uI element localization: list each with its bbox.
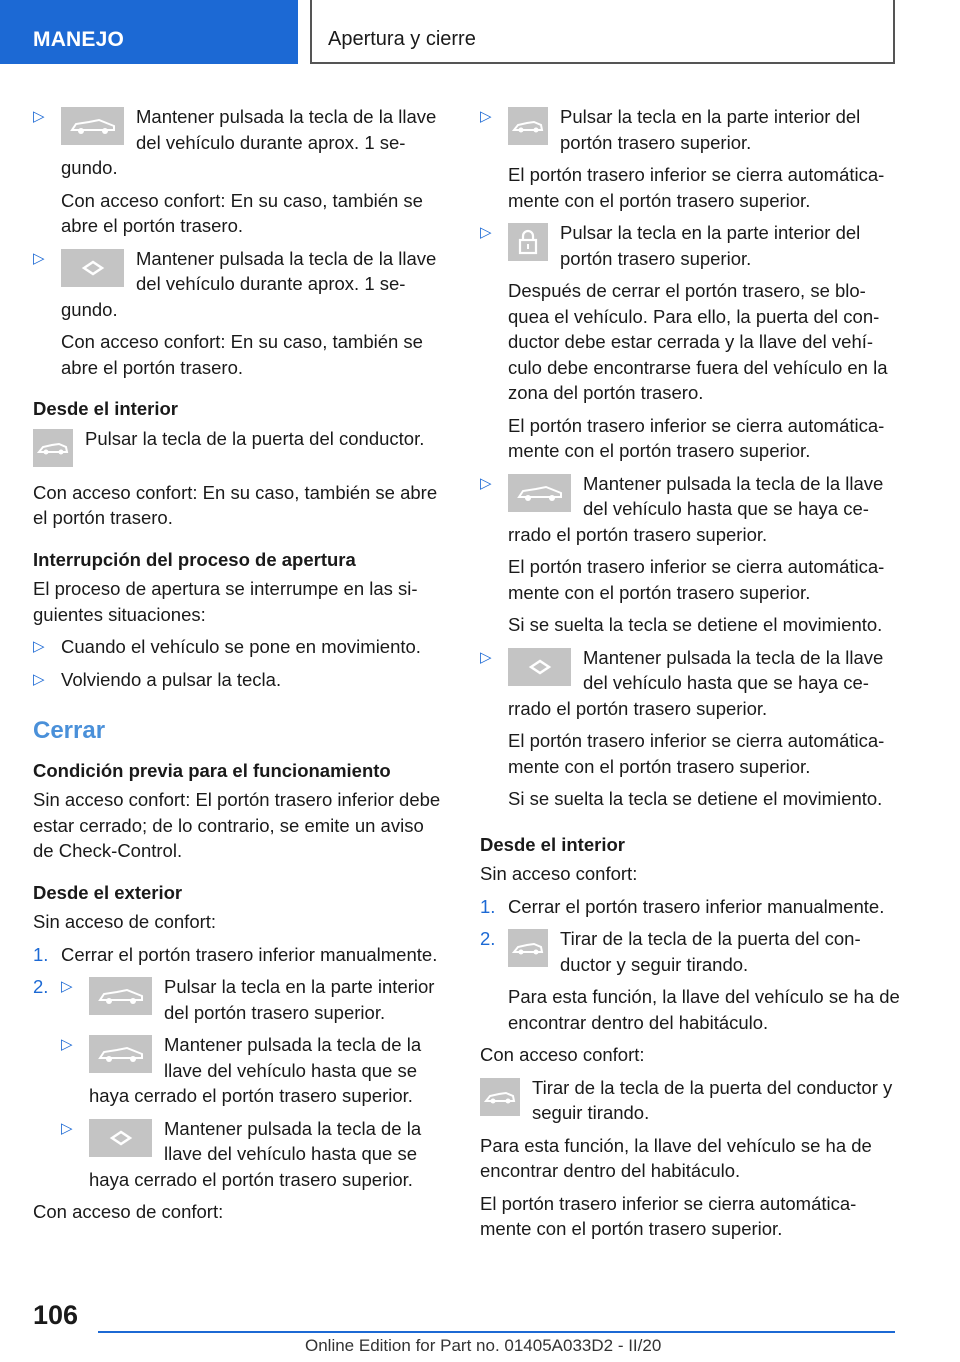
paragraph: Con acceso de confort: [33,1201,224,1222]
door-button-icon [480,1078,520,1116]
list-item-text: Mantener pulsada la tecla de la llave del vehículo hasta que se haya ce‐rrado el portón trasero superior. [508,646,884,719]
step-number: 1. [480,895,496,917]
paragraph: El portón trasero inferior se cierra automática‐mente con el portón trasero superior. [508,414,885,461]
step-text: Cerrar el portón trasero inferior manualmente. [61,943,438,965]
list-item-text: Mantener pulsada la tecla de la llave del vehículo hasta que se haya ce‐rrado el portón trasero superior. [508,472,884,545]
list-item-text: Pulsar la tecla en la parte interior del portón trasero superior. [560,106,861,153]
paragraph: Para esta función, la llave del vehículo se ha de encontrar dentro del habitáculo. [508,986,900,1033]
icon-paragraph [480,1075,900,1126]
car-key-tailgate-icon [89,977,152,1015]
car-key-tailgate-icon [61,107,124,145]
step-number: 2. [33,976,49,997]
list-item-text: Mantener pulsada la tecla de la llave del vehículo durante aprox. 1 se‐gundo. [61,106,437,178]
list-item-text: Cuando el vehículo se pone en movimiento. [61,636,421,657]
car-key-tailgate-icon [508,474,571,512]
paragraph: El portón trasero inferior se cierra automática‐mente con el portón trasero superior. [480,1192,857,1239]
numbered-step [480,894,900,920]
paragraph: Con acceso confort: [480,1044,645,1065]
list-item [33,246,448,323]
list-item [480,104,900,155]
bullet-marker: ▷ [61,1036,73,1053]
section-tab [0,0,298,64]
bullet-marker: ▷ [480,648,492,666]
bullet-marker: ▷ [61,1119,73,1137]
car-key-tailgate-icon [508,107,548,145]
section-label: MANEJO [33,28,125,51]
section-heading: Cerrar [33,717,106,744]
paragraph: El proceso de apertura se interrumpe en las si‐guientes situaciones: [33,578,418,625]
numbered-step [33,974,448,1192]
left-column [33,104,448,1232]
bullet-marker: ▷ [480,108,492,125]
list-item-text: Pulsar la tecla en la parte interior del portón trasero superior. [560,222,861,269]
footer-divider [98,1331,895,1333]
paragraph: Si se suelta la tecla se detiene el movimiento. [508,614,883,635]
key-button-icon [89,1119,152,1157]
paragraph-text: Tirar de la tecla de la puerta del conductor y seguir tirando. [532,1076,893,1123]
paragraph: Después de cerrar el portón trasero, se blo‐quea el vehículo. Para ello, la puerta del con‐ductor debe estar cerrada y la llave del vehí‐culo debe encontrarse fuera del vehículo en la zona del portón trasero. [508,280,888,403]
door-button-icon [508,929,548,967]
step-text: Cerrar el portón trasero inferior manualmente. [508,895,885,917]
right-column [480,104,900,1249]
paragraph: Sin acceso de confort: [33,911,217,932]
list-item-text: Mantener pulsada la tecla de la llave del vehículo durante aprox. 1 se‐gundo. [61,247,437,320]
paragraph: Sin acceso confort: [480,863,638,884]
page-title-box [310,0,895,64]
list-item [33,667,448,693]
lock-icon [508,223,548,261]
paragraph-text: Pulsar la tecla de la puerta del conductor. [85,427,425,449]
subheading: Desde el interior [33,398,178,419]
list-item [480,471,900,548]
step-number: 2. [480,928,496,949]
door-button-icon [33,429,73,467]
bullet-marker: ▷ [33,670,45,688]
list-item [33,104,448,181]
bullet-marker: ▷ [480,224,492,241]
page-title: Apertura y cierre [328,28,476,50]
bullet-marker: ▷ [33,249,45,267]
list-item-text: Mantener pulsada la tecla de la llave del vehículo hasta que se haya cerrado el portón trasero superior. [89,1117,422,1190]
paragraph: El portón trasero inferior se cierra automática‐mente con el portón trasero superior. [508,556,885,603]
bullet-marker: ▷ [61,978,73,995]
subheading: Desde el interior [480,833,625,855]
paragraph: Con acceso confort: En su caso, también se abre el portón trasero. [33,481,438,528]
step-text: Tirar de la tecla de la puerta del con‐ductor y seguir tirando. [560,928,861,975]
paragraph: El portón trasero inferior se cierra automática‐mente con el portón trasero superior. [508,730,885,777]
subheading: Interrupción del proceso de apertura [33,548,356,570]
list-item-text: Mantener pulsada la tecla de la llave del vehículo hasta que se haya cerrado el portón trasero superior. [89,1034,422,1106]
bullet-marker: ▷ [480,474,492,492]
paragraph: El portón trasero inferior se cierra automática‐mente con el portón trasero superior. [508,164,885,211]
page-number: 106 [33,1300,79,1330]
key-button-icon [508,648,571,686]
paragraph: Si se suelta la tecla se detiene el movimiento. [508,788,883,809]
list-item [61,1032,448,1109]
paragraph: Con acceso confort: En su caso, también se abre el portón trasero. [61,189,423,236]
numbered-step [480,926,900,977]
key-button-icon [61,249,124,287]
car-key-tailgate-icon [89,1035,152,1073]
list-item [33,634,448,660]
subheading: Desde el exterior [33,881,183,903]
paragraph: Para esta función, la llave del vehículo se ha de encontrar dentro del habitáculo. [480,1134,872,1181]
list-item [61,1116,448,1193]
subheading: Condición previa para el funcionamiento [33,759,391,781]
footer-edition: Online Edition for Part no. 01405A033D2 - II/20 [305,1336,662,1355]
step-number: 1. [33,943,49,965]
list-item [480,220,900,271]
list-item-text: Pulsar la tecla en la parte interior del portón trasero superior. [164,976,435,1023]
paragraph: Sin acceso confort: El portón trasero inferior debe estar cerrado; de lo contrario, se emite un aviso de Check-Control. [33,789,441,861]
paragraph: Con acceso confort: En su caso, también se abre el portón trasero. [61,331,423,378]
bullet-marker: ▷ [33,638,45,655]
list-item [61,974,448,1025]
icon-paragraph [33,426,448,473]
numbered-step [33,942,448,968]
list-item-text: Volviendo a pulsar la tecla. [61,668,282,690]
bullet-marker: ▷ [33,108,45,125]
list-item [480,645,900,722]
